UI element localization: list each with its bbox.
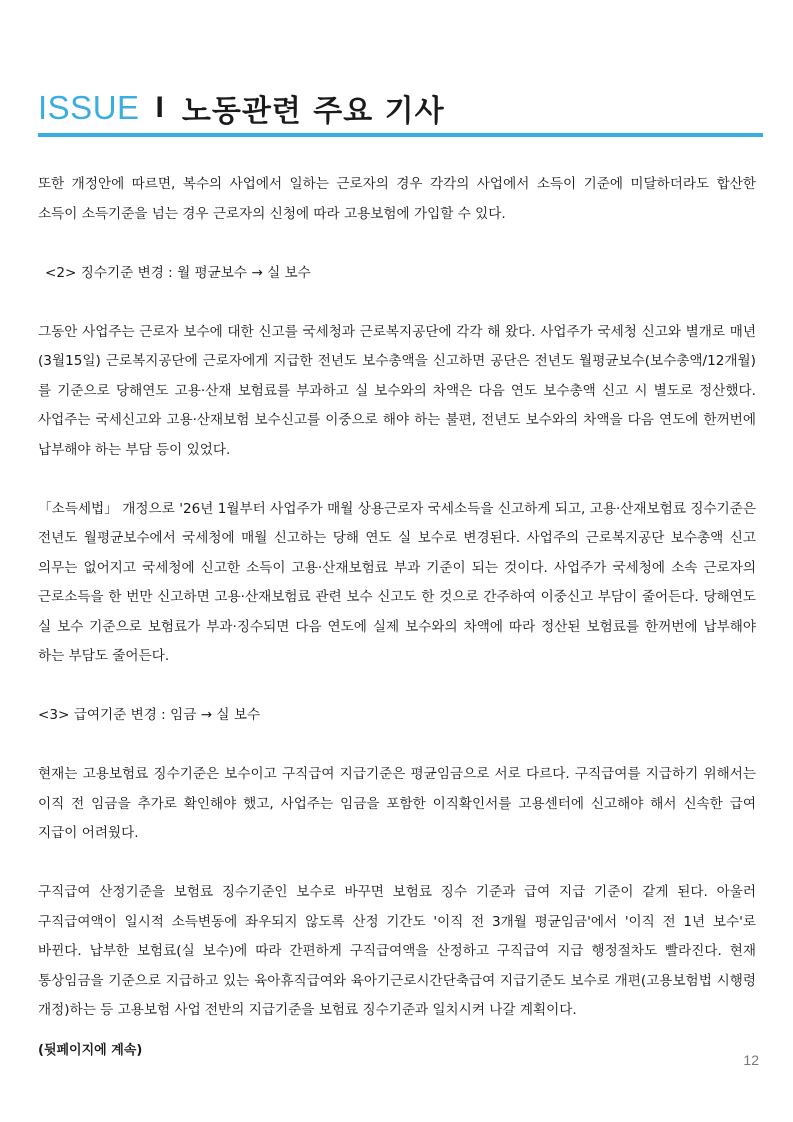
header-divider	[38, 133, 763, 137]
page-title: 노동관련 주요 기사	[181, 94, 445, 129]
paragraph-2: 그동안 사업주는 근로자 보수에 대한 신고를 국세청과 근로복지공단에 각각 해 왔다. 사업주가 국세청 신고와 별개로 매년(3월15일) 근로복지공단에 근로자에게 지급한 전년도 보수총액을 신고하면 공단은 전년도 월평균보수(보수총액/12개월)를 기준으로 당해연도 고용·산재 보험료를 부과하고 실 보수와의 차액은 다음 연도 보수총액 신고 시 별도로 정산했다. 사업주는 국세신고와 고용·산재보험 보수신고를 이중으로 해야 하는 불편, 전년도 보수와의 차액을 다음 연도에 한꺼번에 납부해야 하는 부담 등이 있었다.	[38, 323, 756, 458]
paragraph-5: 구직급여 산정기준을 보험료 징수기준인 보수로 바꾸면 보험료 징수 기준과 급여 지급 기준이 같게 된다. 아울러 구직급여액이 일시적 소득변동에 좌우되지 않도록 산정 기간도 '이직 전 3개월 평균임금'에서 '이직 전 1년 보수'로 바뀐다. 납부한 보험료(실 보수)에 따라 간편하게 구직급여액을 산정하고 구직급여 지급 행정절차도 빨라진다. 현재 통상임금을 기준으로 지급하고 있는 육아휴직급여와 육아기근로시간단축급여 지급기준도 보수로 개편(고용보험법 시행령 개정)하는 등 고용보험 사업 전반의 지급기준을 보험료 징수기준과 일치시켜 나갈 계획이다.	[38, 884, 756, 1018]
continue-note: (뒷페이지에 계속)	[38, 1043, 143, 1058]
page-header	[38, 86, 762, 130]
header-separator: I	[155, 91, 164, 124]
paragraph-3: 「소득세법」 개정으로 '26년 1월부터 사업주가 매월 상용근로자 국세소득을 신고하게 되고, 고용·산재보험료 징수기준은 전년도 월평균보수에서 국세청에 매월 신고하는 당해 연도 실 보수로 변경된다. 사업주의 근로복지공단 보수총액 신고 의무는 없어지고 국세청에 신고한 소득이 고용·산재보험료 부과 기준이 되는 것이다. 사업주가 국세청에 소속 근로자의 근로소득을 한 번만 신고하면 고용·산재보험료 관련 보수 신고도 한 것으로 간주하여 이중신고 부담이 줄어든다. 당해연도 실 보수 기준으로 보험료가 부과·징수되면 다음 연도에 실제 보수와의 차액에 따라 정산된 보험료를 한꺼번에 납부해야 하는 부담도 줄어든다.	[38, 500, 756, 664]
section-heading-2: <2> 징수기준 변경 : 월 평균보수 → 실 보수	[45, 264, 311, 281]
section-heading-3: <3> 급여기준 변경 : 임금 → 실 보수	[38, 707, 261, 723]
paragraph-1: 또한 개정안에 따르면, 복수의 사업에서 일하는 근로자의 경우 각각의 사업에서 소득이 기준에 미달하더라도 합산한 소득이 소득기준을 넘는 경우 근로자의 신청에 따라 고용보험에 가입할 수 있다.	[38, 176, 756, 222]
article-body	[38, 170, 756, 1055]
page-number: 12	[743, 1052, 759, 1068]
issue-label: ISSUE	[38, 89, 140, 126]
paragraph-4: 현재는 고용보험료 징수기준은 보수이고 구직급여 지급기준은 평균임금으로 서로 다르다. 구직급여를 지급하기 위해서는 이직 전 임금을 추가로 확인해야 했고, 사업주는 임금을 포함한 이직확인서를 고용센터에 신고해야 해서 신속한 급여 지급이 어려웠다.	[38, 766, 756, 841]
